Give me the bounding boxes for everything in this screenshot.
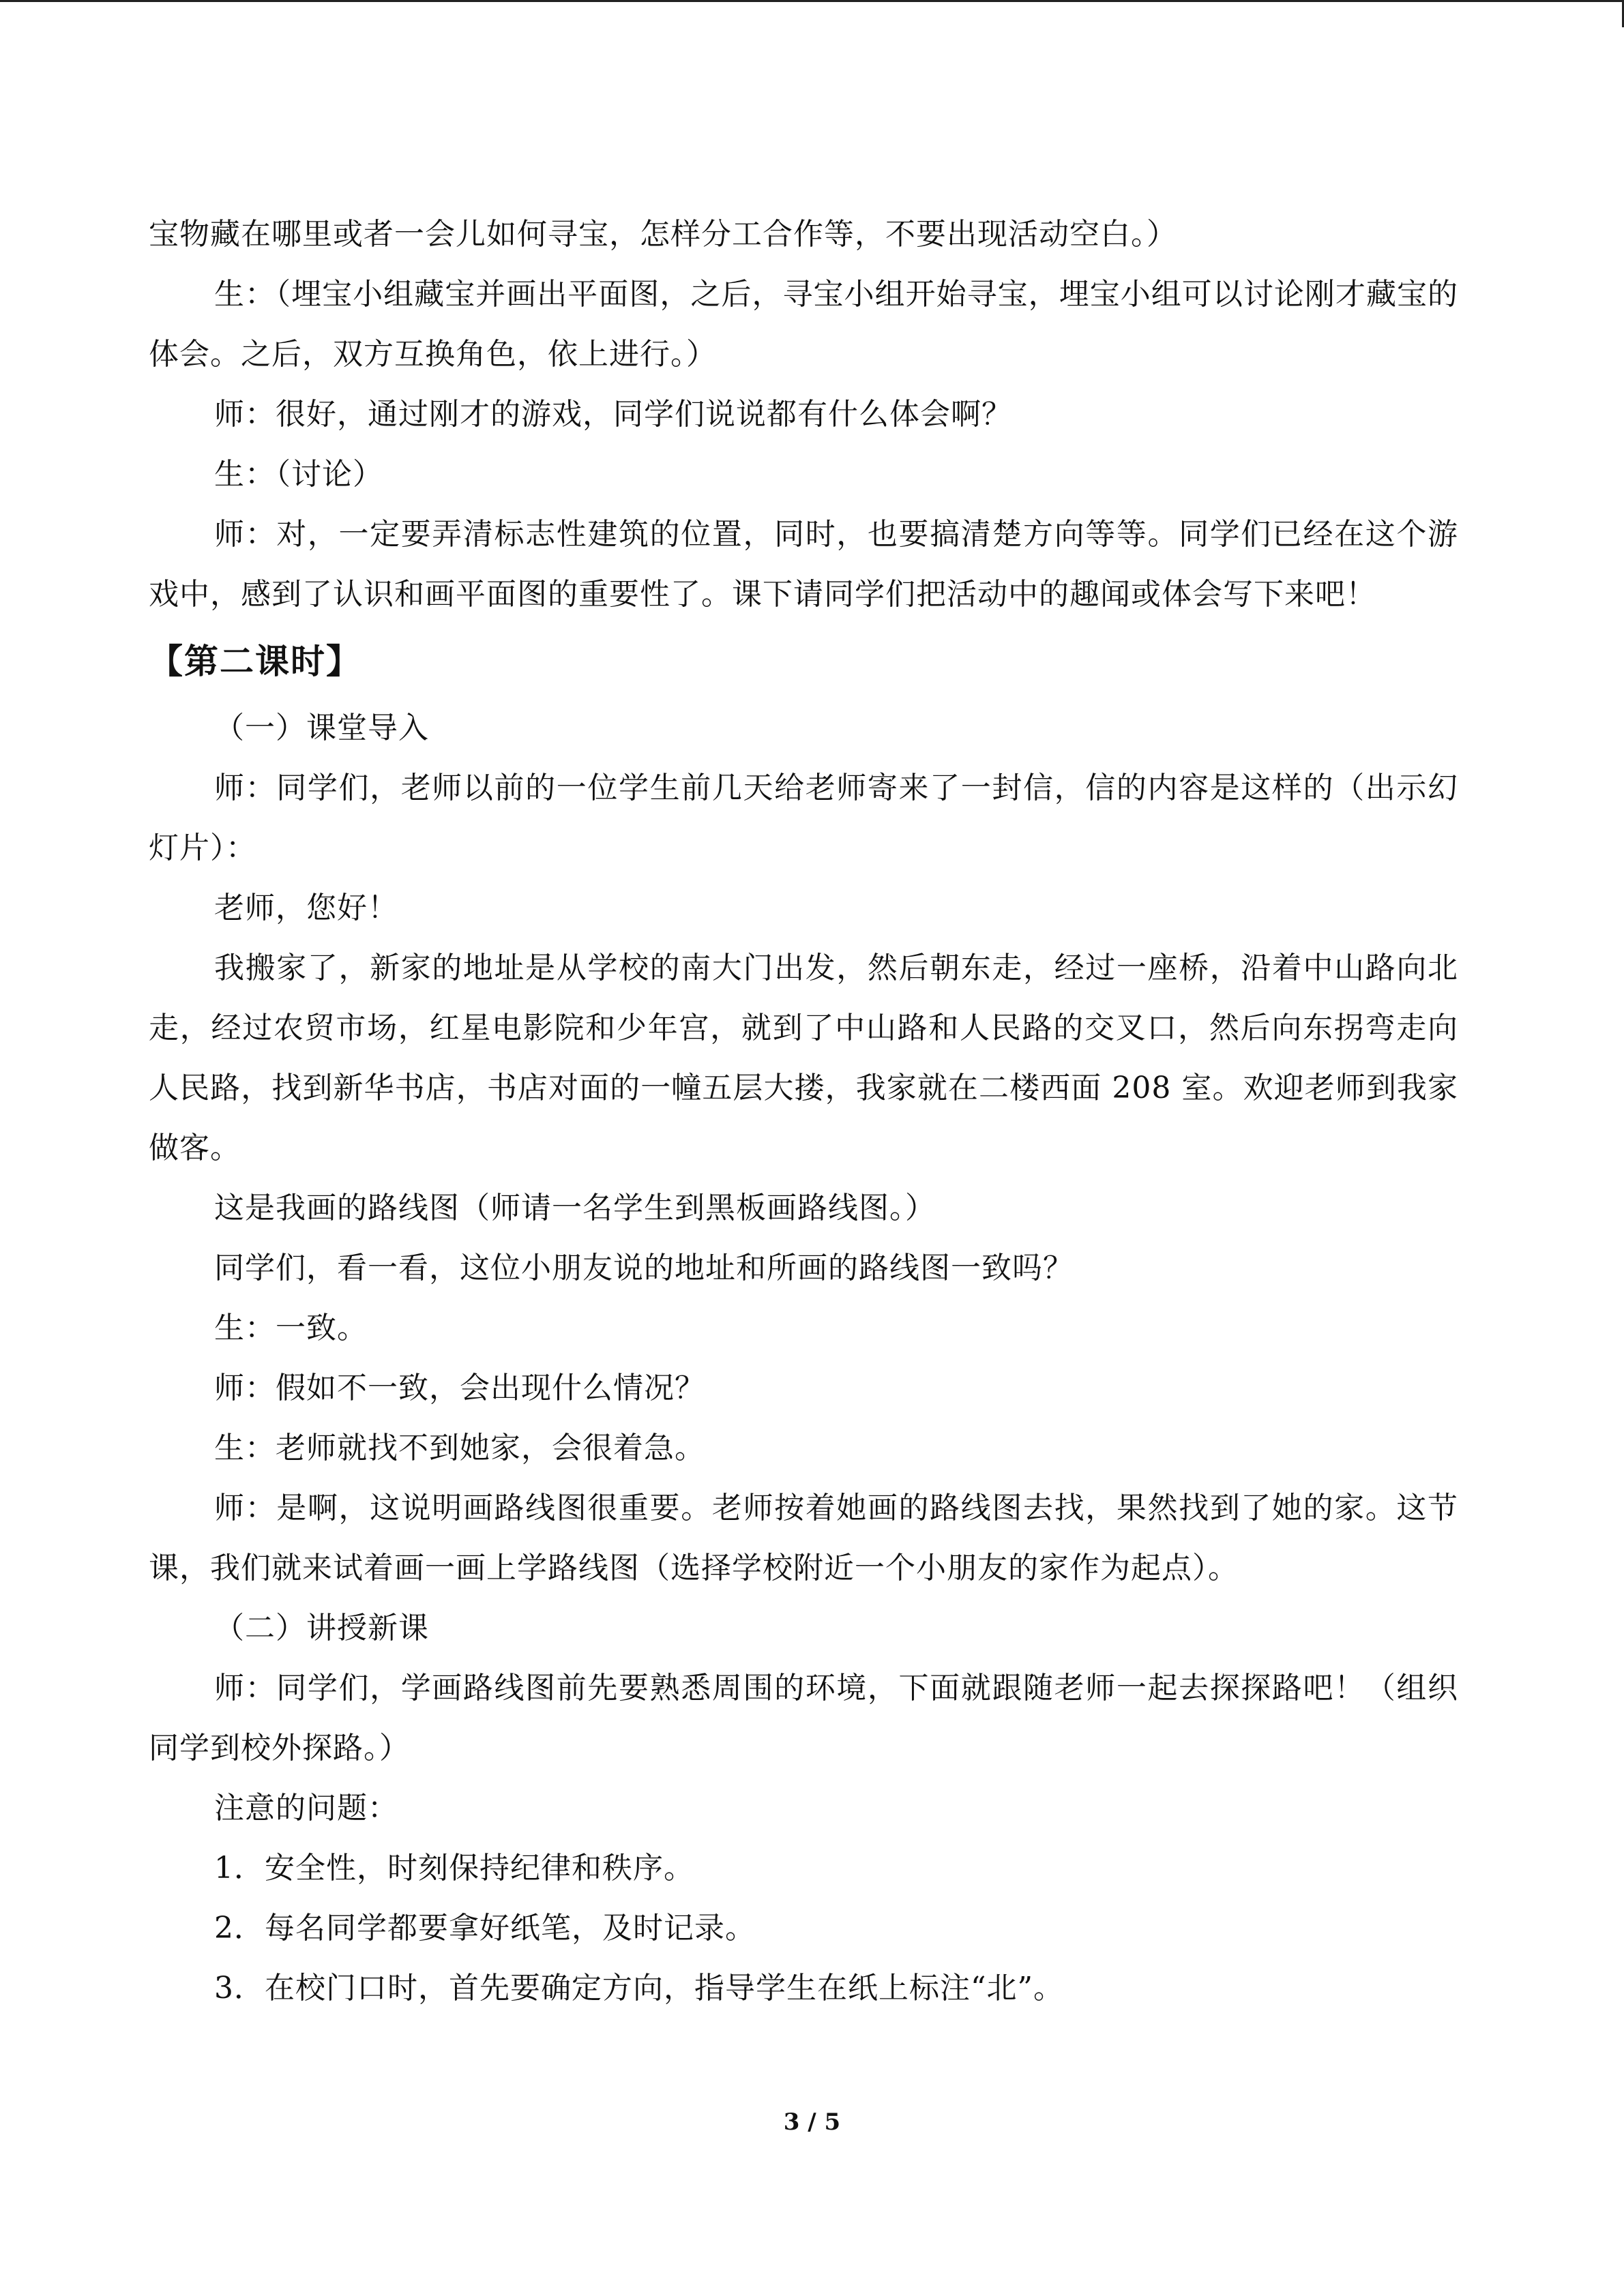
paragraph: 师：很好，通过刚才的游戏，同学们说说都有什么体会啊？ bbox=[214, 397, 1012, 432]
paragraph: 师：同学们，学画路线图前先要熟悉周围的环境，下面就跟随老师一起去探探路吧！（组织同学到校外探路。） bbox=[149, 1671, 1458, 1765]
paragraph: 师：同学们，老师以前的一位学生前几天给老师寄来了一封信，信的内容是这样的（出示幻灯片）： bbox=[149, 771, 1458, 865]
paragraph: 注意的问题： bbox=[214, 1791, 398, 1825]
paragraph: 生：（埋宝小组藏宝并画出平面图，之后，寻宝小组开始寻宝，埋宝小组可以讨论刚才藏宝的体会。之后，双方互换角色，依上进行。） bbox=[149, 277, 1458, 372]
paragraph: 老师，您好！ bbox=[214, 891, 398, 925]
paragraph: 同学们，看一看，这位小朋友说的地址和所画的路线图一致吗？ bbox=[214, 1251, 1074, 1285]
paragraph: 3．在校门口时，首先要确定方向，指导学生在纸上标注“北”。 bbox=[214, 1971, 1064, 2006]
paragraph: 1．安全性，时刻保持纪律和秩序。 bbox=[214, 1851, 694, 1885]
paragraph-group-after-heading bbox=[149, 698, 1458, 2018]
section-heading: 【第二课时】 bbox=[149, 642, 361, 681]
paragraph: 这是我画的路线图（师请一名学生到黑板画路线图。） bbox=[214, 1191, 936, 1225]
page-number: 3 / 5 bbox=[783, 2108, 841, 2136]
paragraph: 宝物藏在哪里或者一会儿如何寻宝，怎样分工合作等，不要出现活动空白。） bbox=[149, 217, 1177, 252]
paragraph: （二）讲授新课 bbox=[214, 1611, 429, 1645]
paragraph: （一）课堂导入 bbox=[214, 711, 429, 745]
paragraph: 师：假如不一致，会出现什么情况？ bbox=[214, 1371, 705, 1405]
paragraph: 我搬家了，新家的地址是从学校的南大门出发，然后朝东走，经过一座桥，沿着中山路向北走，经过农贸市场，红星电影院和少年宫，就到了中山路和人民路的交叉口，然后向东拐弯走向人民路，找到新华书店，书店对面的一幢五层大搂，我家就在二楼西面 208 室。欢迎老师到我家做客。 bbox=[149, 951, 1458, 1165]
paragraph: 2．每名同学都要拿好纸笔，及时记录。 bbox=[214, 1911, 756, 1945]
paragraph: 师：是啊，这说明画路线图很重要。老师按着她画的路线图去找，果然找到了她的家。这节课，我们就来试着画一画上学路线图（选择学校附近一个小朋友的家作为起点）。 bbox=[149, 1491, 1458, 1585]
paragraph: 生：（讨论） bbox=[214, 457, 383, 492]
paragraph-group-before-heading bbox=[149, 205, 1458, 625]
paragraph: 生：一致。 bbox=[214, 1311, 368, 1345]
document-body bbox=[149, 205, 1458, 2018]
paragraph: 生：老师就找不到她家，会很着急。 bbox=[214, 1431, 705, 1465]
top-border-line bbox=[0, 0, 1624, 2]
paragraph: 师：对，一定要弄清标志性建筑的位置，同时，也要搞清楚方向等等。同学们已经在这个游戏中，感到了认识和画平面图的重要性了。课下请同学们把活动中的趣闻或体会写下来吧！ bbox=[149, 517, 1458, 612]
